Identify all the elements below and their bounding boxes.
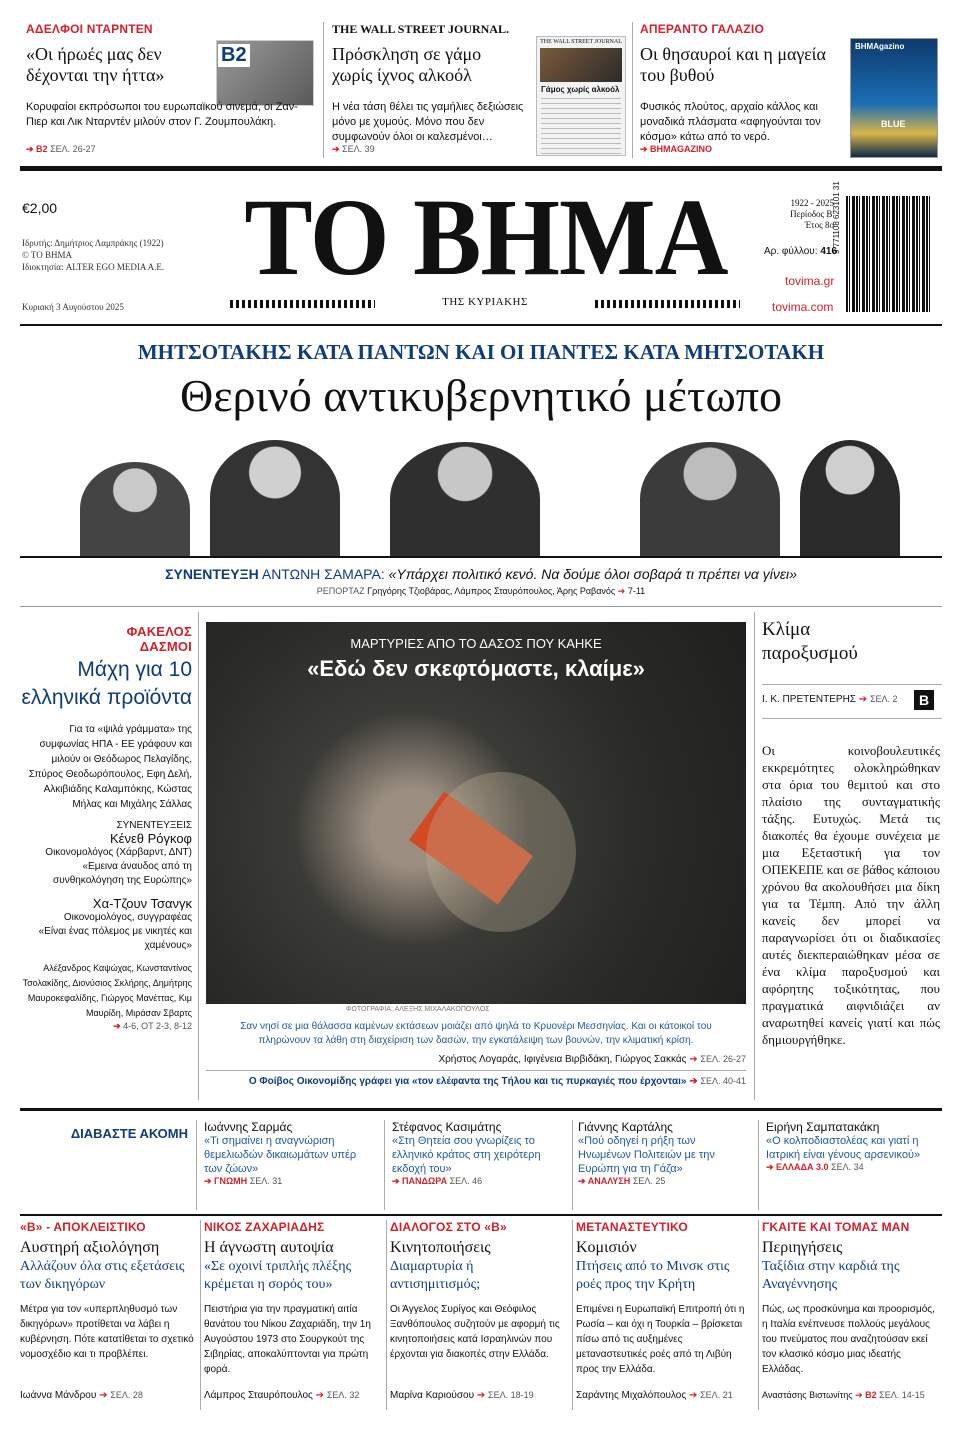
owner: Ιδιοκτησία: ALTER EGO MEDIA A.E. xyxy=(22,262,165,272)
bottom-byline: Ιωάννα Μάνδρου ➔ ΣΕΛ. 28 xyxy=(20,1390,143,1401)
left-headline[interactable]: Μάχη για 10 ελληνικά προϊόντα xyxy=(21,658,192,709)
read-more-item[interactable] xyxy=(578,1120,750,1187)
teaser-ref[interactable]: ➔ Β2 ΣΕΛ. 26-27 xyxy=(26,144,96,154)
read-more-label: ΔΙΑΒΑΣΤΕ ΑΚΟΜΗ xyxy=(70,1126,188,1141)
wsj-kicker: THE WALL STREET JOURNAL. xyxy=(332,22,509,36)
bottom-kicker: ΔΙΑΛΟΓΟΣ ΣΤΟ «Β» xyxy=(390,1220,507,1234)
report-page: 7-11 xyxy=(627,586,646,596)
site-link-2[interactable]: tovima.com xyxy=(772,300,834,314)
masthead xyxy=(20,176,942,318)
bottom-text: Επιμένει η Ευρωπαϊκή Επιτροπή ότι η Ρωσία – και όχι η Τουρκία – βρίσκεται πίσω από τις αυξημένες μεταναστευτικές ροές από τη Λιβύη προς την Ελλάδα. xyxy=(576,1304,745,1375)
divider xyxy=(386,1220,387,1410)
read-more-rule xyxy=(20,1108,942,1111)
bottom-byline: Μαρίνα Καριούσου ➔ ΣΕΛ. 18-19 xyxy=(390,1390,534,1401)
center-bottom-page: ΣΕΛ. 40-41 xyxy=(700,1076,746,1086)
bottom-kicker: ΝΙΚΟΣ ΖΑΧΑΡΙΑΔΗΣ xyxy=(204,1220,325,1234)
b2-badge: Β2 xyxy=(218,44,250,67)
teaser-wsj[interactable] xyxy=(326,18,632,163)
photo-credit: ΦΩΤΟΓΡΑΦΙΑ: ΑΛΕΞΗΣ ΜΙΧΑΛΑΚΟΠΟΥΛΟΣ xyxy=(346,1006,490,1013)
b-logo-badge: B xyxy=(914,690,934,710)
bottom-subtitle: Διαμαρτυρία ή αντισημιτισμός; xyxy=(390,1259,481,1292)
divider xyxy=(632,22,633,158)
barcode xyxy=(846,196,932,312)
masthead-rule xyxy=(20,324,942,326)
editorial-byline: Ι. Κ. ΠΡΕΤΕΝΤΕΡΗΣ ➔ ΣΕΛ. 2 xyxy=(762,694,898,705)
year-number: Έτος 8ο xyxy=(804,220,834,230)
teaser-text: Φυσικός πλούτος, αρχαίο κάλλος και μοναδικά πλάσματα «αφηγούνται τον κόσμο» κάτω από το νερό. xyxy=(640,101,821,143)
teaser-kicker: ΑΔΕΛΦΟΙ ΝΤΑΡΝΤΕΝ xyxy=(26,22,153,36)
read-more-item[interactable] xyxy=(766,1120,938,1173)
read-more-ref: ➔ ΠΑΝΔΩΡΑ ΣΕΛ. 46 xyxy=(392,1176,483,1186)
wsj-thumb-lines xyxy=(541,98,621,158)
report-line[interactable] xyxy=(20,586,942,597)
politicians-photo-strip xyxy=(60,432,900,556)
fire-photo[interactable] xyxy=(206,622,746,1013)
years: 1922 - 2025 xyxy=(790,198,834,208)
bottom-stories xyxy=(20,1220,942,1416)
arrow-icon: ➔ xyxy=(689,1076,698,1087)
left-column xyxy=(20,614,192,1094)
column-divider xyxy=(754,612,755,1100)
divider xyxy=(384,1120,385,1210)
read-more-author: Ιωάννης Σαρμάς xyxy=(204,1120,293,1134)
read-more-ref: ➔ ΑΝΑΛΥΣΗ ΣΕΛ. 25 xyxy=(578,1176,666,1186)
bottom-subtitle: «Σε οχοινί τριπλής πλέξης κρέμεται η σορός του» xyxy=(204,1259,352,1292)
bottom-text: Πώς, ως προσκύνημα και προορισμός, η Ιταλία ενέπνευσε πολλούς μεγάλους του πνεύματος που αναζητούσαν εκεί τον κλασικό κόσμο μιας ιδεατής Ελλάδας. xyxy=(762,1304,935,1375)
center-authors-page: ΣΕΛ. 26-27 xyxy=(700,1054,746,1064)
bottom-title: Κινητοποιήσεις xyxy=(390,1239,491,1256)
read-more-author: Στέφανος Κασιμάτης xyxy=(392,1120,502,1134)
divider xyxy=(572,1220,573,1410)
report-names: Γρηγόρης Τζιοβάρας, Λάμπρος Σταυρόπουλος, Άρης Ραβανός xyxy=(367,586,616,596)
editorial-text: Οι κοινοβουλευτικές εκκρεμότητες ολοκληρώθηκαν στα όρια του θεμιτού και στο πλαίσιο της συνταγματικής τάξης. Ευτυχώς. Μετά τις διακοπές θα έχουμε συνέχεια με μια Εξεταστική για τον ΟΠΕΚΕΠΕ και σε βάθος κάποιου χρόνου θα ακολουθήσει μια δίκη για τα Τέμπη. Από την άλλη κανείς δεν μπορεί να παραγνωρίσει ότι οι διαδικασίες αυτές διεκπεραιώθηκαν μέσα σε ένα κλίμα παροξυσμού και αφόρητης τοξικότητας, που πραγματικά αιφνιδιάζει αν αναρωτηθεί κανείς γιατί και πώς δημιουργήθηκε. xyxy=(762,743,940,1047)
editorial-title[interactable]: Κλίμα παροξυσμού xyxy=(762,619,858,664)
interview-name: ΑΝΤΩΝΗ ΣΑΜΑΡΑ: xyxy=(261,566,385,582)
teaser-strip xyxy=(20,18,942,163)
politician-photo xyxy=(80,462,190,556)
interview-quote: «Υπάρχει πολιτικό κενό. Να δούμε όλοι σοβαρά τι πρέπει να γίνει» xyxy=(388,566,797,582)
bottom-title: Κομισιόν xyxy=(576,1239,637,1256)
copyright: © ΤΟ ΒΗΜΑ xyxy=(22,250,73,260)
interviewee-quote: «Εμεινα άναυδος από τη συνθηκολόγηση της Ευρώπης» xyxy=(53,861,192,886)
lead-overline: ΜΗΤΣΟΤΑΚΗΣ ΚΑΤΑ ΠΑΝΤΩΝ ΚΑΙ ΟΙ ΠΑΝΤΕΣ ΚΑΤΑ ΜΗΤΣΟΤΑΚΗ xyxy=(137,340,825,364)
site-link[interactable]: tovima.gr xyxy=(785,274,835,288)
read-more-quote: «Ο κολποδιαστολέας και γιατί η Ιατρική είναι γένους αρσενικού» xyxy=(766,1135,921,1161)
bottom-story[interactable] xyxy=(390,1220,566,1410)
center-authors-names: Χρήστος Λογαράς, Ιφιγένεια Βιρβιδάκη, Γιώργος Σακκάς xyxy=(438,1054,687,1065)
bottom-byline: Λάμπρος Σταυρόπουλος ➔ ΣΕΛ. 32 xyxy=(204,1390,360,1401)
center-bottom-line[interactable] xyxy=(206,1076,746,1087)
bottom-kicker: ΜΕΤΑΝΑΣΤΕΥΤΙΚΟ xyxy=(576,1220,688,1234)
read-more-ref: ➔ ΕΛΛΑΔΑ 3.0 ΣΕΛ. 34 xyxy=(766,1162,864,1172)
left-intro: Για τα «ψιλά γράμματα» της συμφωνίας ΗΠΑ - ΕΕ γράφουν και μιλούν οι Θεόδωρος Πελαγίδης, Σπύρος Θεοδωρόπουλος, Εφη Δελή, Αλκιβιάδης Καλαμπόκης, Κώστας Μήλας και Μιχάλης Σάλλας xyxy=(28,724,192,810)
divider xyxy=(196,1120,197,1210)
masthead-dots xyxy=(230,300,375,308)
barcode-text: 9 771108 623101 31 xyxy=(832,181,841,254)
left-authors: Αλέξανδρος Καψώχας, Κωνσταντίνος Τσολακίδης, Διονύσιος Σκλήρης, Δημήτρης Μαυροκεφαλίδης, Γιώργος Μανέττας, Κιμ Μαυρίδη, Μιράσαν Σβαρτς xyxy=(22,963,192,1018)
bottom-text: Πειστήρια για την πραγματική αιτία θανάτου του Νίκου Ζαχαριάδη, την 1η Αυγούστου 1973 στο Σουργκούτ της Σιβηρίας, αποκαλύπτονται για πρώτη φορά. xyxy=(204,1304,371,1375)
interviewee-quote: «Είναι ένας πόλεμος με νικητές και χαμένους» xyxy=(38,926,192,951)
left-refs[interactable]: ➔ 4-6, ΟΤ 2-3, 8-12 xyxy=(113,1021,192,1031)
photo-strip-rule xyxy=(20,556,942,558)
bottom-subtitle: Αλλάζουν όλα στις εξετάσεις των δικηγόρων xyxy=(20,1259,185,1292)
politician-photo xyxy=(390,442,540,556)
founder: Ιδρυτής: Δημήτριος Λαμπράκης (1922) xyxy=(22,238,164,248)
bottom-title: Αυστηρή αξιολόγηση xyxy=(20,1239,160,1256)
bottom-story[interactable] xyxy=(204,1220,380,1410)
teaser-title: Οι θησαυροί και η μαγεία του βυθού xyxy=(640,44,826,85)
bottom-kicker: ΓΚΑΙΤΕ ΚΑΙ ΤΟΜΑΣ ΜΑΝ xyxy=(762,1220,910,1234)
editorial-rule xyxy=(762,684,942,685)
magazine-logo: ΒΗΜΑgazino xyxy=(855,42,905,51)
bottom-byline: Αναστάσης Βιστωνίτης ➔ Β2 ΣΕΛ. 14-15 xyxy=(762,1390,925,1400)
interviewee-name: Χα-Τζουν Τσανγκ xyxy=(92,896,192,911)
read-more-quote: «Στη Θητεία σου γνωρίζεις το ελληνικό κράτος στη χειρότερη εκδοχή του» xyxy=(392,1135,541,1175)
read-more-ref: ➔ ΓΝΩΜΗ ΣΕΛ. 31 xyxy=(204,1176,283,1186)
politician-photo xyxy=(210,440,340,556)
read-more-row xyxy=(196,1120,942,1214)
column-divider xyxy=(198,612,199,1100)
period: Περίοδος Β' xyxy=(790,209,834,219)
center-authors[interactable] xyxy=(206,1054,746,1065)
wsj-thumb-caption: Γάμος χωρίς αλκοόλ xyxy=(541,85,620,94)
masthead-title: ΤΟ ΒΗΜΑ xyxy=(244,176,728,298)
politician-photo xyxy=(800,440,900,556)
divider xyxy=(758,1220,759,1410)
bottom-subtitle: Ταξίδια στην καρδιά της Αναγέννησης xyxy=(762,1259,900,1292)
teaser-bottom-rule xyxy=(20,166,942,171)
masthead-subtitle: ΤΗΣ ΚΥΡΙΑΚΗΣ xyxy=(442,296,528,308)
tariffs-kicker: ΔΑΣΜΟΙ xyxy=(139,639,192,654)
bottom-text: Οι Άγγελος Συρίγος και Θεόφιλος Ξανθόπουλος συζητούν με αφορμή τις κινητοποιήσεις κατά Ισραηλινών που έρχονται για διακοπές στην Ελλάδα. xyxy=(390,1304,560,1360)
interview-label: ΣΥΝΕΝΤΕΥΞΗ xyxy=(165,566,259,582)
bottom-byline: Σαράντης Μιχαλόπουλος ➔ ΣΕΛ. 21 xyxy=(576,1390,733,1401)
bottom-title: Περιηγήσεις xyxy=(762,1239,843,1256)
divider xyxy=(572,1120,573,1210)
teaser-ref[interactable]: ➔ ΣΕΛ. 39 xyxy=(332,144,375,154)
teaser-blue[interactable] xyxy=(632,18,942,163)
interviewee-role: Οικονομολόγος, συγγραφέας xyxy=(63,912,192,923)
wsj-thumb-photo xyxy=(540,48,622,82)
lead-headline[interactable]: Θερινό αντικυβερνητικό μέτωπο xyxy=(180,370,782,421)
read-more-quote: «Τι σημαίνει η αναγνώριση θεμελιωδών δικαιωμάτων υπέρ των ζώων» xyxy=(204,1135,357,1175)
arrow-icon: ➔ xyxy=(617,586,626,596)
magazine-cover xyxy=(850,38,938,158)
churchyard xyxy=(426,772,576,932)
wsj-thumb xyxy=(536,36,626,156)
section-rule xyxy=(20,606,942,607)
editorial-rule xyxy=(762,718,942,719)
masthead-dots xyxy=(595,300,740,308)
report-label: ΡΕΠΟΡΤΑΖ xyxy=(316,586,365,596)
read-more-item[interactable] xyxy=(204,1120,376,1187)
teaser-text: Κορυφαίοι εκπρόσωποι του ευρωπαϊκού σινεμά, οι Ζαν-Πιερ και Λικ Νταρντέν μιλούν στον Γ. Ζουμπουλάκη. xyxy=(26,101,298,128)
issue-number: Αρ. φύλλου: 416 xyxy=(764,246,837,257)
bottom-title: Η άγνωστη αυτοψία xyxy=(204,1239,334,1256)
photo-caption: Σαν νησί σε μια θάλασσα καμένων εκτάσεων μοιάζει από ψηλά το Κρυονέρι Μεσσηνίας. Και οι κάτοικοί του πληρώνουν τα λάθη στη διαχείριση των δασών, την εγκατάλειψη των βουνών, την κλιματική κρίση. xyxy=(240,1021,712,1046)
divider xyxy=(323,22,324,158)
editorial xyxy=(762,618,942,1098)
bottom-story[interactable] xyxy=(762,1220,942,1410)
read-more-quote: «Πού οδηγεί η ρήξη των Ηνωμένων Πολιτειών με την Ευρώπη για τη Γάζα» xyxy=(578,1135,715,1175)
price: €2,00 xyxy=(22,200,58,216)
bottom-story[interactable] xyxy=(576,1220,752,1410)
teaser-ref[interactable]: ➔ ΒΗΜΑGAZINO xyxy=(640,144,713,154)
bottom-text: Μέτρα για τον «υπερπληθυσμό των δικηγόρων» προτίθεται να λάβει η κυβέρνηση. Πότε κατατίθεται το σχετικό νομοσχέδιο και τι προβλέπει. xyxy=(20,1304,194,1360)
center-bottom-text: Ο Φοίβος Οικονομίδης γράφει για «τον ελέφαντα της Τήλου και τις πυρκαγιές που έρχονται» xyxy=(248,1076,687,1087)
date: Κυριακή 3 Αυγούστου 2025 xyxy=(22,302,124,312)
divider xyxy=(200,1220,201,1410)
interviewee-role: Οικονομολόγος (Χάρβαρντ, ΔΝΤ) xyxy=(45,847,192,858)
interview-line[interactable] xyxy=(20,566,942,582)
photo-headline: «Εδώ δεν σκεφτόμαστε, κλαίμε» xyxy=(307,656,645,681)
interviews-label: ΣΥΝΕΝΤΕΥΞΕΙΣ xyxy=(116,820,192,831)
bottom-rule xyxy=(20,1214,942,1216)
bottom-story[interactable] xyxy=(20,1220,196,1410)
teaser-title: Πρόσκληση σε γάμο χωρίς ίχνος αλκοόλ xyxy=(332,44,482,85)
photo-overline: ΜΑΡΤΥΡΙΕΣ ΑΠΟ ΤΟ ΔΑΣΟΣ ΠΟΥ ΚΑΗΚΕ xyxy=(350,636,602,651)
teaser-dardenne[interactable] xyxy=(20,18,320,163)
divider xyxy=(758,1120,759,1210)
bottom-subtitle: Πτήσεις από το Μινσκ στις ροές προς την Κρήτη xyxy=(576,1259,730,1292)
read-more-author: Γιάννης Καρτάλης xyxy=(578,1120,673,1134)
bottom-kicker: «Β» - ΑΠΟΚΛΕΙΣΤΙΚΟ xyxy=(20,1220,146,1234)
politician-photo xyxy=(640,442,780,556)
wsj-thumb-masthead: THE WALL STREET JOURNAL xyxy=(540,39,622,45)
read-more-author: Ειρήνη Σαμπατακάκη xyxy=(766,1120,880,1134)
interviewee-name: Κένεθ Ρόγκοφ xyxy=(109,831,192,846)
teaser-text: Η νέα τάση θέλει τις γαμήλιες δεξιώσεις μόνο με χυμούς. Μόνο που δεν συμφωνούν όλοι οι καλεσμένοι… xyxy=(332,101,524,143)
magazine-cover-title: BLUE xyxy=(881,119,906,129)
dossier-kicker: ΦΑΚΕΛΟΣ xyxy=(126,624,192,639)
teaser-kicker: ΑΠΕΡΑΝΤΟ ΓΑΛΑΖΙΟ xyxy=(640,22,765,36)
teaser-title: «Οι ήρωές μας δεν δέχονται την ήττα» xyxy=(26,44,165,85)
read-more-item[interactable] xyxy=(392,1120,564,1187)
center-rule xyxy=(206,1070,746,1071)
arrow-icon: ➔ xyxy=(689,1054,698,1065)
